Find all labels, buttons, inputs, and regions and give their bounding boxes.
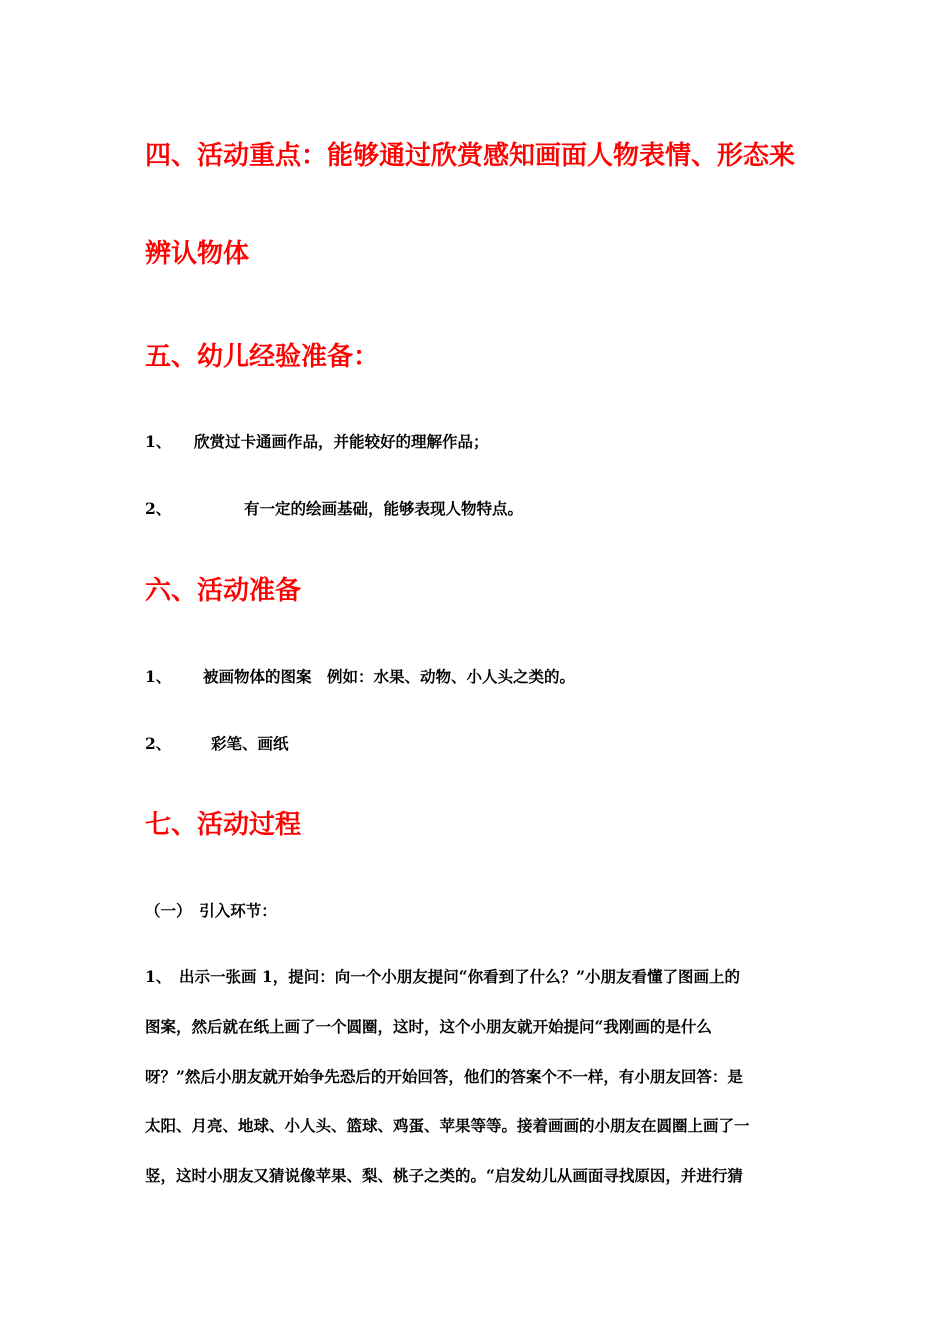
section7-subheading: （一） 引入环节： bbox=[145, 901, 277, 920]
section5-item1-text: 欣赏过卡通画作品，并能较好的理解作品； bbox=[194, 432, 489, 451]
paragraph-line: 1、 出示一张画 1，提问：向一个小朋友提问“你看到了什么？”小朋友看懂了图画上的 bbox=[145, 967, 741, 986]
section6-item2-number: 2、 bbox=[145, 734, 172, 753]
paragraph-line: 竖，这时小朋友又猜说像苹果、梨、桃子之类的。“启发幼儿从画面寻找原因，并进行猜 bbox=[145, 1166, 743, 1185]
section4-heading-line1: 四、活动重点：能够通过欣赏感知画面人物表情、形态来 bbox=[145, 141, 796, 171]
section6-item2-text: 彩笔、画纸 bbox=[211, 734, 289, 753]
paragraph-line: 图案，然后就在纸上画了一个圆圈，这时，这个小朋友就开始提问“我刚画的是什么 bbox=[145, 1017, 712, 1036]
section7-heading: 七、活动过程 bbox=[145, 810, 302, 840]
section6-heading: 六、活动准备 bbox=[145, 576, 302, 606]
section5-item2-text: 有一定的绘画基础，能够表现人物特点。 bbox=[244, 499, 524, 518]
section6-item1-text: 被画物体的图案 例如：水果、动物、小人头之类的。 bbox=[203, 667, 576, 686]
paragraph-line: 呀？”然后小朋友就开始争先恐后的开始回答，他们的答案个不一样，有小朋友回答：是 bbox=[145, 1067, 743, 1086]
section5-heading: 五、幼儿经验准备： bbox=[145, 342, 380, 372]
section6-item1-number: 1、 bbox=[145, 667, 172, 686]
section4-heading-line2: 辨认物体 bbox=[145, 239, 250, 269]
section5-item2-number: 2、 bbox=[145, 499, 172, 518]
paragraph-line: 太阳、月亮、地球、小人头、篮球、鸡蛋、苹果等等。接着画画的小朋友在圆圈上画了一 bbox=[145, 1116, 750, 1135]
section5-item1-number: 1、 bbox=[145, 432, 172, 451]
